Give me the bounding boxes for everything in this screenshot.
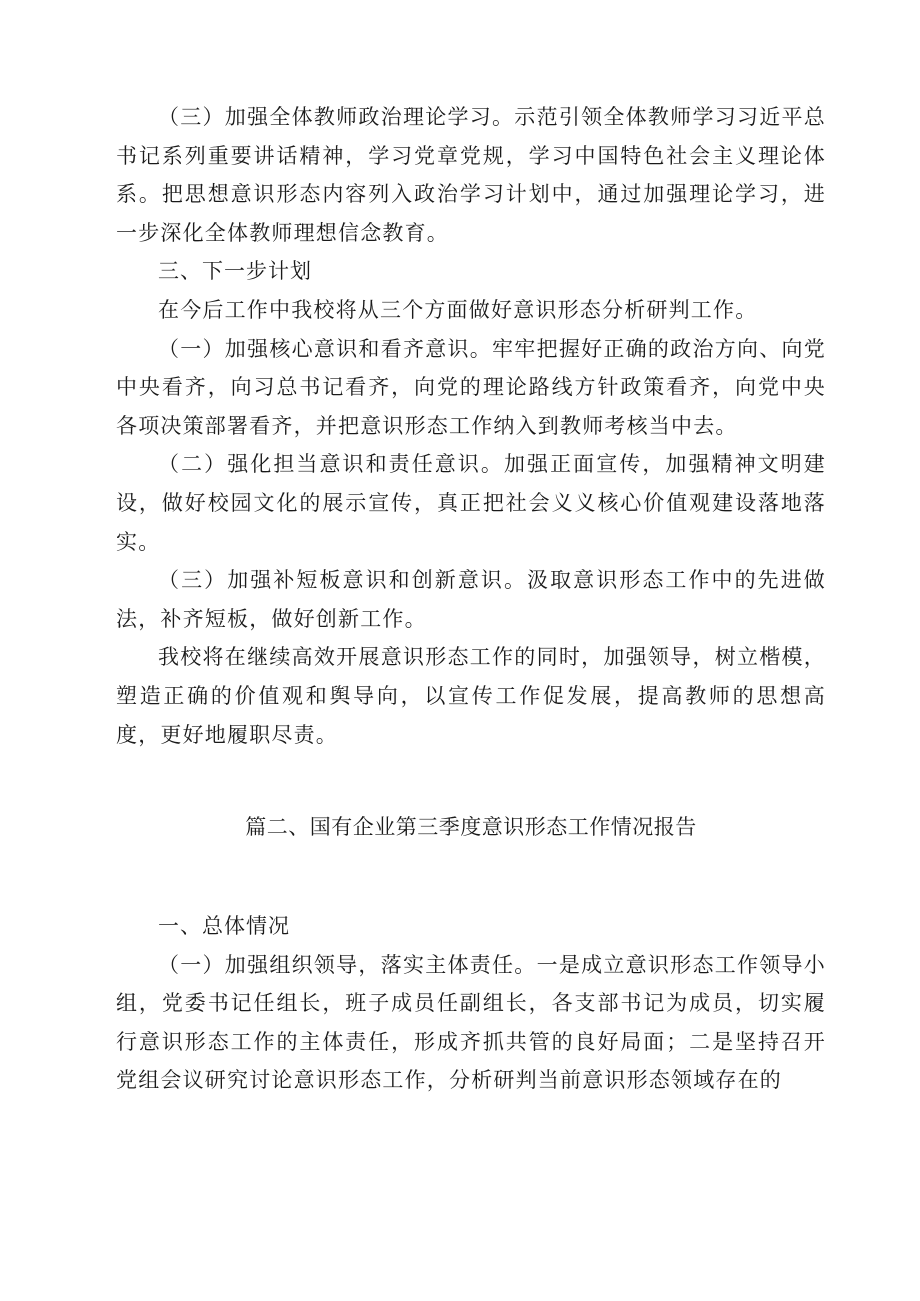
heading-overall: 一、总体情况 — [158, 914, 290, 939]
paragraph-theory-study: （三）加强全体教师政治理论学习。示范引领全体教师学习习近平总书记系列重要讲话精神，学习党章党规，学习中国特色社会主义理论体系。把思想意识形态内容列入政治学习计划中，通过加强理论学习，进一步深化全体教师理想信念教育。 — [116, 105, 826, 245]
section-title: 篇二、国有企业第三季度意识形态工作情况报告 — [245, 815, 697, 840]
heading-next-plan: 三、下一步计划 — [158, 259, 312, 284]
paragraph-organization: （一）加强组织领导，落实主体责任。一是成立意识形态工作领导小组，党委书记任组长，班子成员任副组长，各支部书记为成员，切实履行意识形态工作的主体责任，形成齐抓共管的良好局面；二是坚持召开党组会议研究讨论意识形态工作，分析研判当前意识形态领域存在的 — [116, 952, 826, 1093]
paragraph-conclusion: 我校将在继续高效开展意识形态工作的同时，加强领导，树立楷模，塑造正确的价值观和舆导向，以宣传工作促发展，提高教师的思想高度，更好地履职尽责。 — [116, 645, 826, 747]
paragraph-responsibility: （二）强化担当意识和责任意识。加强正面宣传，加强精神文明建设，做好校园文化的展示宣传，真正把社会义义核心价值观建设落地落实。 — [116, 452, 826, 554]
paragraph-plan-intro: 在今后工作中我校将从三个方面做好意识形态分析研判工作。 — [158, 297, 758, 322]
document-body — [116, 98, 826, 1100]
paragraph-core-awareness: （一）加强核心意识和看齐意识。牢牢把握好正确的政治方向、向党中央看齐，向习总书记看齐，向党的理论路线方针政策看齐，向党中央各项决策部署看齐，并把意识形态工作纳入到教师考核当中去。 — [116, 336, 826, 438]
paragraph-innovation: （三）加强补短板意识和创新意识。汲取意识形态工作中的先进做法，补齐短板，做好创新工作。 — [116, 568, 826, 631]
